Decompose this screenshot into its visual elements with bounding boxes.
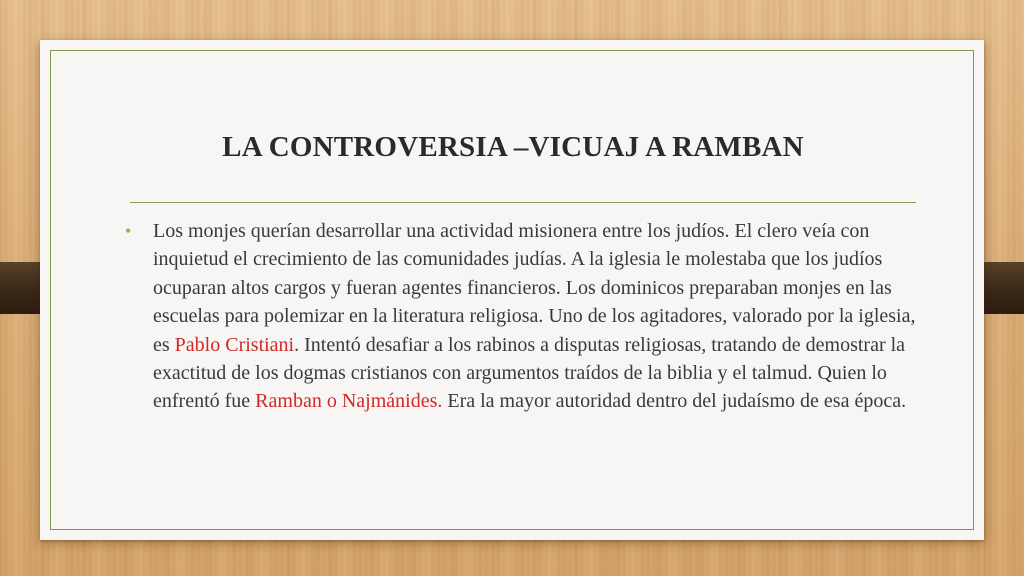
- bullet-paragraph: [125, 217, 925, 416]
- title-divider: [130, 202, 916, 203]
- bullet-icon: •: [125, 221, 132, 241]
- paragraph-text-part1: Los monjes querían desarrollar una actividad misionera entre los judíos. El clero veía con inquietud el crecimiento de las comunidades judías. A la iglesia le molestaba que los judíos ocuparan altos cargos y fueran agentes financieros. Los dominicos preparaban monjes en las escuelas para polemizar en la literatura religiosa. Uno de los agitadores, valorado por la iglesia, es: [153, 220, 916, 356]
- paragraph-text-part3: Era la mayor autoridad dentro del judaísmo de esa época.: [442, 390, 907, 413]
- bullet-item: [125, 217, 925, 416]
- highlight-pablo-cristiani: Pablo Cristiani: [174, 333, 295, 356]
- slide-card: [40, 40, 984, 540]
- slide-title: LA CONTROVERSIA –VICUAJ A RAMBAN: [222, 131, 804, 163]
- highlight-ramban: Ramban o Najmánides.: [255, 390, 443, 413]
- slide-frame: [50, 50, 974, 530]
- paragraph-text-part2: . Intentó desafiar a los rabinos a disputas religiosas, tratando de demostrar la exactitud de los dogmas cristianos con argumentos traídos de la biblia y el talmud. Quien lo enfrentó fue: [153, 333, 906, 413]
